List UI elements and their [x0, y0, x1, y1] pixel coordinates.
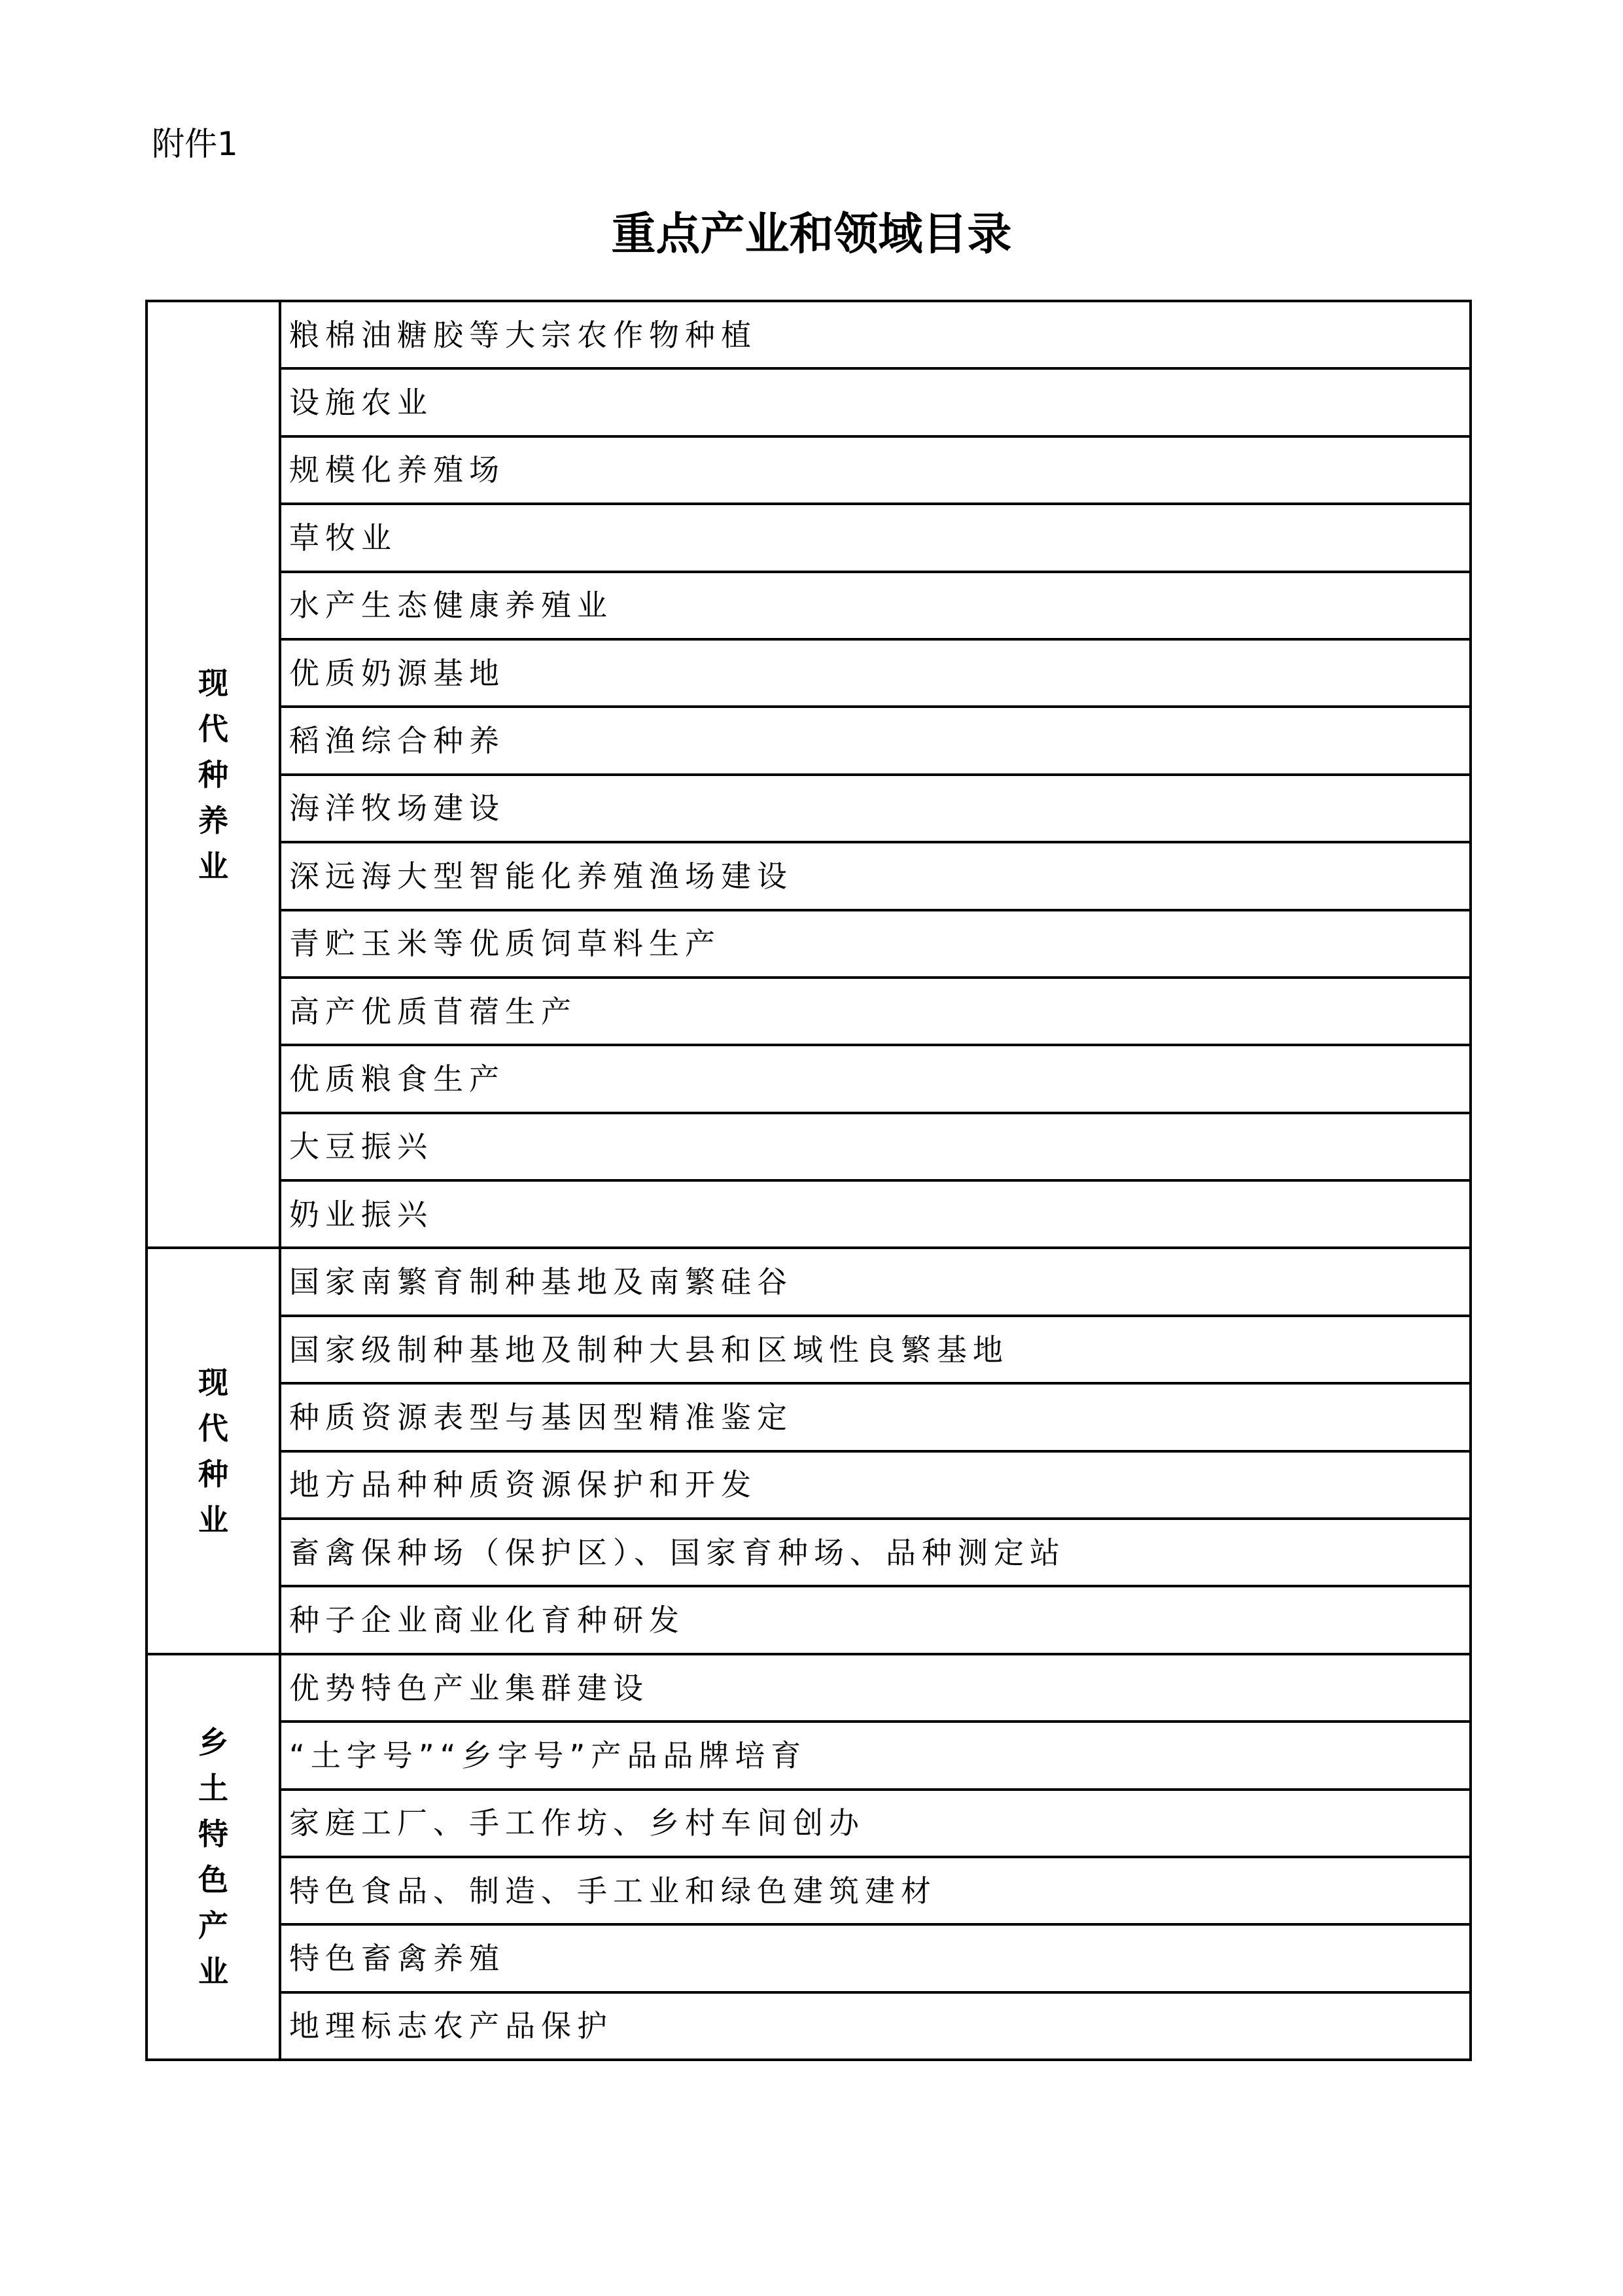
table-row	[147, 639, 1471, 707]
table-row	[147, 1722, 1471, 1789]
item-label: 优势特色产业集群建设	[289, 1670, 649, 1706]
item-label: 设施农业	[289, 385, 433, 421]
item-cell	[280, 1113, 1471, 1180]
item-label: 深远海大型智能化养殖渔场建设	[289, 858, 793, 894]
document-title: 重点产业和领域目录	[611, 208, 1012, 260]
table-row	[147, 1045, 1471, 1112]
item-cell	[280, 1790, 1471, 1857]
item-cell	[280, 910, 1471, 978]
table-row	[147, 842, 1471, 910]
table-row	[147, 1180, 1471, 1248]
item-label: 草牧业	[289, 520, 397, 556]
item-cell	[280, 1654, 1471, 1722]
item-cell	[280, 1180, 1471, 1248]
item-cell	[280, 639, 1471, 707]
item-cell	[280, 1722, 1471, 1789]
item-label: 优质粮食生产	[289, 1061, 505, 1097]
table-row	[147, 1451, 1471, 1519]
item-cell	[280, 1045, 1471, 1112]
table-row	[147, 978, 1471, 1045]
table-row	[147, 1383, 1471, 1451]
item-cell	[280, 775, 1471, 842]
table-row	[147, 301, 1471, 368]
item-label: 高产优质苜蓿生产	[289, 993, 577, 1029]
item-label: 规模化养殖场	[289, 452, 505, 488]
item-cell	[280, 1519, 1471, 1586]
table-row	[147, 1113, 1471, 1180]
table-row	[147, 1992, 1471, 2060]
item-cell	[280, 978, 1471, 1045]
item-label: 国家级制种基地及制种大县和区域性良繁基地	[289, 1332, 1009, 1368]
category-label: 现代种业	[198, 1364, 228, 1538]
item-label: “土字号”“乡字号”产品品牌培育	[289, 1737, 807, 1773]
table-row	[147, 572, 1471, 639]
item-label: 粮棉油糖胶等大宗农作物种植	[289, 317, 757, 353]
item-cell	[280, 504, 1471, 571]
item-cell	[280, 1857, 1471, 1924]
item-label: 稻渔综合种养	[289, 723, 505, 759]
table-row	[147, 1248, 1471, 1315]
industry-catalog-table	[145, 300, 1472, 2061]
table-row	[147, 436, 1471, 504]
item-label: 种质资源表型与基因型精准鉴定	[289, 1399, 793, 1435]
category-cell	[147, 1654, 280, 2060]
item-label: 海洋牧场建设	[289, 790, 505, 826]
table-row	[147, 1519, 1471, 1586]
item-label: 家庭工厂、手工作坊、乡村车间创办	[289, 1805, 865, 1841]
item-label: 优质奶源基地	[289, 655, 505, 691]
category-label: 现代种养业	[198, 665, 228, 884]
table-row	[147, 707, 1471, 774]
item-label: 地理标志农产品保护	[289, 2008, 613, 2044]
item-label: 种子企业商业化育种研发	[289, 1602, 685, 1638]
item-cell	[280, 1248, 1471, 1315]
item-cell	[280, 1383, 1471, 1451]
attachment-label: 附件1	[152, 125, 238, 163]
table-row	[147, 1924, 1471, 1992]
table-row	[147, 1316, 1471, 1383]
item-cell	[280, 572, 1471, 639]
item-cell	[280, 1992, 1471, 2060]
item-cell	[280, 436, 1471, 504]
item-label: 奶业振兴	[289, 1196, 433, 1232]
item-label: 畜禽保种场（保护区）、国家育种场、品种测定站	[289, 1534, 1066, 1570]
item-label: 大豆振兴	[289, 1129, 433, 1165]
item-label: 青贮玉米等优质饲草料生产	[289, 926, 721, 962]
item-label: 水产生态健康养殖业	[289, 588, 613, 624]
item-cell	[280, 301, 1471, 368]
table-row	[147, 1857, 1471, 1924]
item-cell	[280, 707, 1471, 774]
item-label: 国家南繁育制种基地及南繁硅谷	[289, 1264, 793, 1300]
table-row	[147, 775, 1471, 842]
category-cell	[147, 301, 280, 1248]
table-row	[147, 910, 1471, 978]
table-row	[147, 1586, 1471, 1653]
item-cell	[280, 1316, 1471, 1383]
table-row	[147, 368, 1471, 436]
item-cell	[280, 368, 1471, 436]
table-row	[147, 504, 1471, 571]
item-label: 特色食品、制造、手工业和绿色建筑建材	[289, 1873, 937, 1909]
item-cell	[280, 1586, 1471, 1653]
item-label: 特色畜禽养殖	[289, 1941, 505, 1977]
category-cell	[147, 1248, 280, 1653]
table-row	[147, 1654, 1471, 1722]
item-cell	[280, 1924, 1471, 1992]
item-label: 地方品种种质资源保护和开发	[289, 1467, 757, 1503]
table-row	[147, 1790, 1471, 1857]
item-cell	[280, 842, 1471, 910]
category-label: 乡土特色产业	[198, 1724, 228, 1989]
item-cell	[280, 1451, 1471, 1519]
